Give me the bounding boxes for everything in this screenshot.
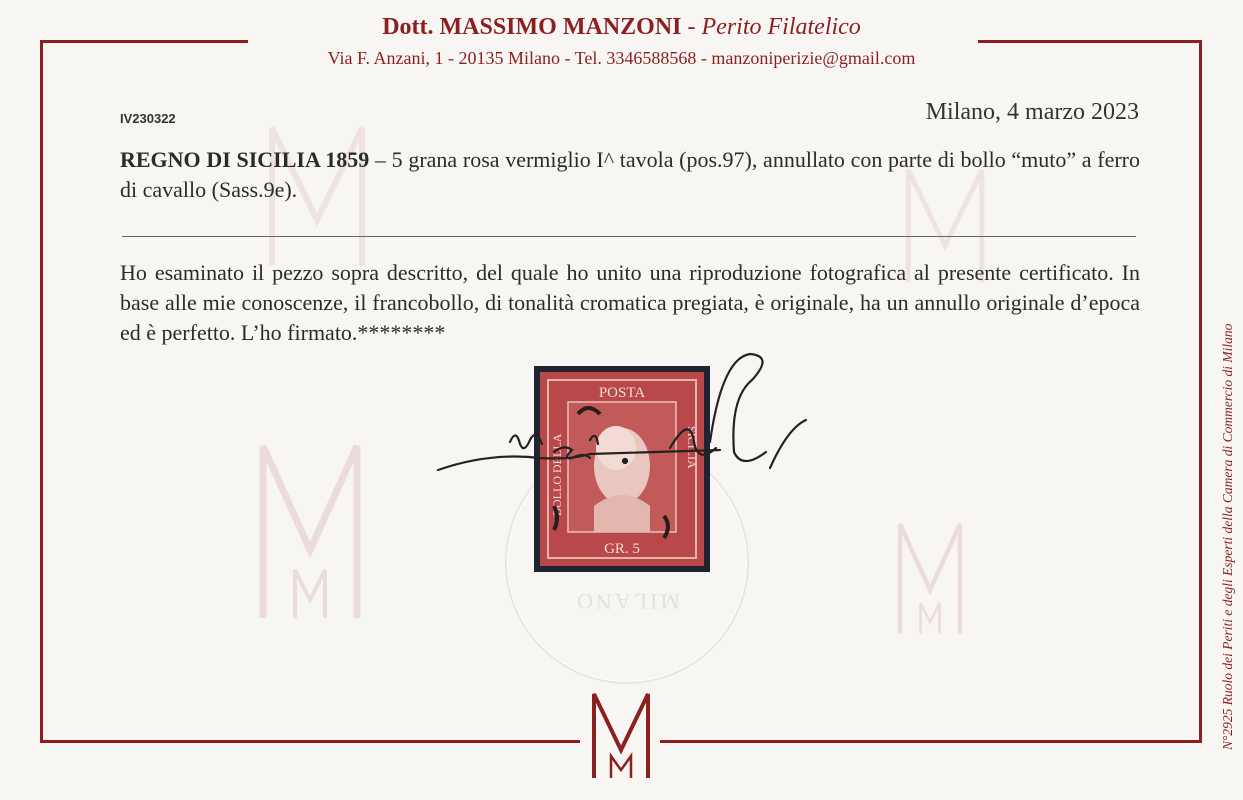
signature	[430, 340, 810, 490]
registry-note: N°2925 Ruolo dei Periti e degli Esperti della Camera di Commercio di Milano	[1220, 323, 1235, 750]
stamp-left-text: BOLLO DELLA	[550, 433, 564, 516]
certificate-reference: IV230322	[120, 111, 176, 126]
frame-bottom-left	[40, 740, 580, 743]
expert-role: Perito Filatelico	[701, 14, 861, 40]
stamp-description	[120, 145, 1140, 205]
watermark-monogram-left	[255, 440, 365, 620]
expert-address: Via F. Anzani, 1 - 20135 Milano - Tel. 3346588568 - manzoniperizie@gmail.com	[327, 48, 916, 68]
header-separator: -	[681, 14, 702, 40]
frame-right	[1199, 40, 1202, 743]
stamp-issue-details: – 5 grana rosa vermiglio I^ tavola (pos.97), annullato con parte di bollo “muto” a ferro di cavallo (Sass.9e).	[120, 147, 1140, 202]
expert-header	[0, 12, 1243, 42]
stamp-top-text: POSTA	[598, 385, 646, 401]
frame-left	[40, 40, 43, 743]
divider	[122, 236, 1136, 237]
watermark-monogram-bottom-right	[895, 515, 965, 640]
expert-name: Dott. MASSIMO MANZONI	[382, 14, 682, 40]
stamp-bottom-text: GR. 5	[604, 541, 640, 557]
certificate-date: Milano, 4 marzo 2023	[925, 99, 1139, 125]
expert-statement: Ho esaminato il pezzo sopra descritto, del quale ho unito una riproduzione fotografica al presente certificato. In base alle mie conoscenze, il francobollo, di tonalità cromatica pregiata, è originale, ha un annullo originale d’epoca ed è perfetto. L’ho firmato.********	[120, 260, 1140, 345]
stamp-right-text: SICILIA	[685, 426, 699, 469]
frame-bottom-right	[660, 740, 1202, 743]
embossed-seal-text: MILANO	[574, 589, 680, 614]
stamp-issue-title: REGNO DI SICILIA 1859	[120, 147, 370, 172]
expert-logo-icon	[590, 690, 652, 780]
